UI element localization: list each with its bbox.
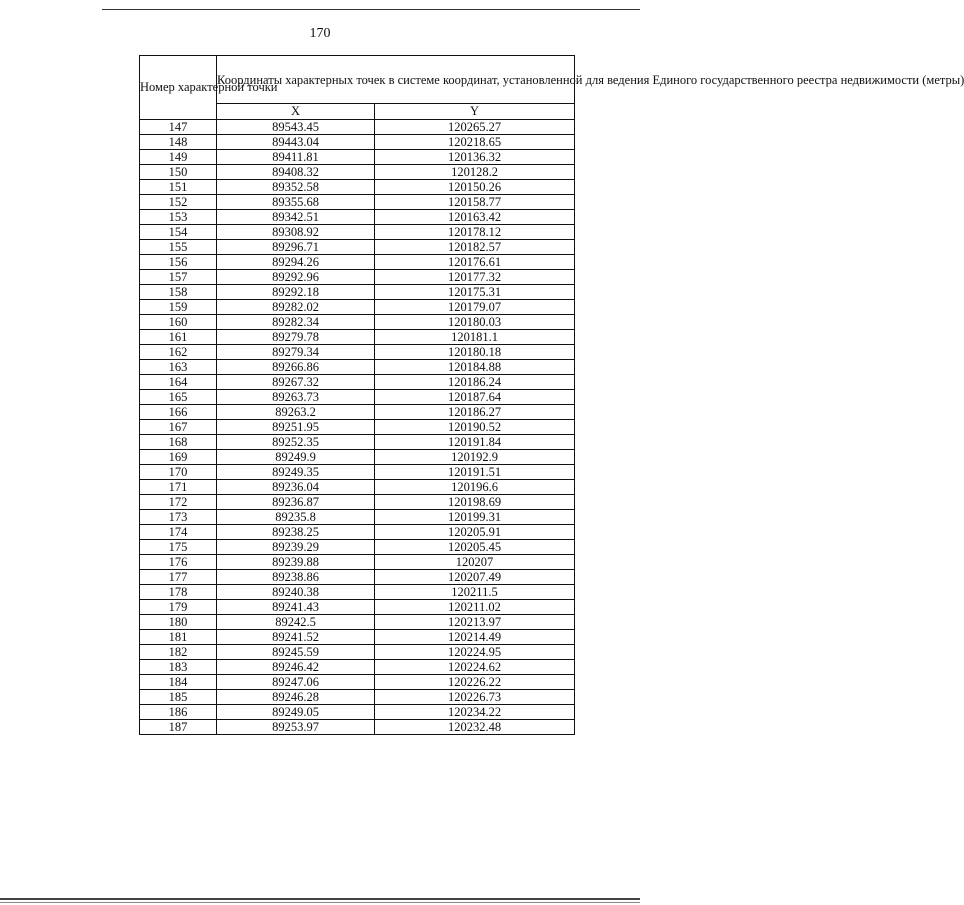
table-row [140,360,575,375]
point-number-cell: 180 [140,615,217,630]
x-coordinate-cell: 89279.78 [217,330,375,345]
x-coordinate-cell: 89236.04 [217,480,375,495]
point-number-cell: 185 [140,690,217,705]
table-row [140,420,575,435]
y-coordinate-cell: 120198.69 [375,495,575,510]
table-row [140,585,575,600]
table-row [140,375,575,390]
point-number-cell: 157 [140,270,217,285]
x-coordinate-cell: 89235.8 [217,510,375,525]
point-number-cell: 173 [140,510,217,525]
bottom-rule-secondary [0,902,640,903]
table-row [140,675,575,690]
x-coordinate-cell: 89443.04 [217,135,375,150]
y-coordinate-cell: 120186.24 [375,375,575,390]
y-coordinate-cell: 120199.31 [375,510,575,525]
point-number-cell: 149 [140,150,217,165]
x-coordinate-cell: 89241.43 [217,600,375,615]
table-row [140,615,575,630]
x-coordinate-cell: 89266.86 [217,360,375,375]
point-number-cell: 155 [140,240,217,255]
table-row [140,705,575,720]
y-coordinate-cell: 120187.64 [375,390,575,405]
x-coordinate-cell: 89296.71 [217,240,375,255]
table-row [140,525,575,540]
x-coordinate-cell: 89543.45 [217,120,375,135]
x-coordinate-cell: 89238.86 [217,570,375,585]
table-row [140,450,575,465]
point-number-cell: 176 [140,555,217,570]
point-number-cell: 158 [140,285,217,300]
point-number-cell: 159 [140,300,217,315]
x-coordinate-cell: 89282.02 [217,300,375,315]
table-row [140,270,575,285]
table-row [140,225,575,240]
point-number-cell: 160 [140,315,217,330]
table-row [140,600,575,615]
y-coordinate-cell: 120191.51 [375,465,575,480]
y-coordinate-cell: 120192.9 [375,450,575,465]
table-row [140,255,575,270]
x-coordinate-cell: 89308.92 [217,225,375,240]
y-coordinate-cell: 120226.22 [375,675,575,690]
table-row [140,540,575,555]
point-number-cell: 165 [140,390,217,405]
table-row [140,690,575,705]
point-number-cell: 174 [140,525,217,540]
point-number-cell: 186 [140,705,217,720]
y-coordinate-cell: 120186.27 [375,405,575,420]
y-coordinate-cell: 120224.95 [375,645,575,660]
x-coordinate-cell: 89246.28 [217,690,375,705]
x-coordinate-cell: 89249.35 [217,465,375,480]
table-row [140,435,575,450]
point-number-cell: 169 [140,450,217,465]
point-number-cell: 181 [140,630,217,645]
table-row [140,720,575,735]
y-coordinate-cell: 120191.84 [375,435,575,450]
x-coordinate-cell: 89292.18 [217,285,375,300]
y-coordinate-cell: 120179.07 [375,300,575,315]
table-row [140,210,575,225]
x-coordinate-cell: 89253.97 [217,720,375,735]
point-number-cell: 152 [140,195,217,210]
y-coordinate-cell: 120207 [375,555,575,570]
y-coordinate-cell: 120150.26 [375,180,575,195]
y-coordinate-cell: 120182.57 [375,240,575,255]
y-coordinate-cell: 120224.62 [375,660,575,675]
x-coordinate-cell: 89238.25 [217,525,375,540]
point-number-cell: 171 [140,480,217,495]
table-row [140,240,575,255]
y-coordinate-cell: 120205.91 [375,525,575,540]
table-row [140,495,575,510]
table-row [140,180,575,195]
page-number: 170 [309,26,331,41]
table-row [140,480,575,495]
y-coordinate-cell: 120178.12 [375,225,575,240]
table-row [140,135,575,150]
y-coordinate-cell: 120175.31 [375,285,575,300]
y-coordinate-cell: 120214.49 [375,630,575,645]
table-row [140,315,575,330]
point-number-cell: 162 [140,345,217,360]
y-coordinate-cell: 120218.65 [375,135,575,150]
table-body [140,120,575,735]
y-coordinate-cell: 120190.52 [375,420,575,435]
table-row [140,330,575,345]
point-number-cell: 150 [140,165,217,180]
y-coordinate-cell: 120158.77 [375,195,575,210]
x-coordinate-cell: 89294.26 [217,255,375,270]
point-number-cell: 156 [140,255,217,270]
point-number-cell: 166 [140,405,217,420]
header-coordinates: Координаты характерных точек в системе координат, установленной для ведения Единого государственного реестра недвижимости (метры) [217,56,575,104]
point-number-cell: 153 [140,210,217,225]
y-coordinate-cell: 120234.22 [375,705,575,720]
point-number-cell: 154 [140,225,217,240]
header-x: X [217,104,375,120]
y-coordinate-cell: 120163.42 [375,210,575,225]
table-row [140,120,575,135]
x-coordinate-cell: 89245.59 [217,645,375,660]
y-coordinate-cell: 120184.88 [375,360,575,375]
y-coordinate-cell: 120232.48 [375,720,575,735]
x-coordinate-cell: 89292.96 [217,270,375,285]
top-rule [102,9,640,10]
x-coordinate-cell: 89251.95 [217,420,375,435]
point-number-cell: 179 [140,600,217,615]
point-number-cell: 182 [140,645,217,660]
y-coordinate-cell: 120207.49 [375,570,575,585]
x-coordinate-cell: 89282.34 [217,315,375,330]
table-row [140,510,575,525]
y-coordinate-cell: 120180.18 [375,345,575,360]
table-row [140,285,575,300]
y-coordinate-cell: 120196.6 [375,480,575,495]
point-number-cell: 170 [140,465,217,480]
point-number-cell: 163 [140,360,217,375]
x-coordinate-cell: 89355.68 [217,195,375,210]
x-coordinate-cell: 89408.32 [217,165,375,180]
x-coordinate-cell: 89279.34 [217,345,375,360]
point-number-cell: 167 [140,420,217,435]
bottom-rule [0,898,640,900]
x-coordinate-cell: 89246.42 [217,660,375,675]
y-coordinate-cell: 120211.02 [375,600,575,615]
x-coordinate-cell: 89252.35 [217,435,375,450]
point-number-cell: 172 [140,495,217,510]
x-coordinate-cell: 89239.88 [217,555,375,570]
table-row [140,630,575,645]
x-coordinate-cell: 89239.29 [217,540,375,555]
point-number-cell: 177 [140,570,217,585]
x-coordinate-cell: 89249.05 [217,705,375,720]
table-row [140,465,575,480]
x-coordinate-cell: 89236.87 [217,495,375,510]
y-coordinate-cell: 120176.61 [375,255,575,270]
y-coordinate-cell: 120226.73 [375,690,575,705]
x-coordinate-cell: 89240.38 [217,585,375,600]
table-row [140,555,575,570]
y-coordinate-cell: 120136.32 [375,150,575,165]
x-coordinate-cell: 89352.58 [217,180,375,195]
y-coordinate-cell: 120211.5 [375,585,575,600]
coordinates-table [139,55,964,735]
y-coordinate-cell: 120265.27 [375,120,575,135]
x-coordinate-cell: 89263.73 [217,390,375,405]
table-row [140,405,575,420]
point-number-cell: 178 [140,585,217,600]
table-row [140,570,575,585]
table-row [140,165,575,180]
x-coordinate-cell: 89263.2 [217,405,375,420]
table-row [140,645,575,660]
point-number-cell: 151 [140,180,217,195]
y-coordinate-cell: 120128.2 [375,165,575,180]
y-coordinate-cell: 120177.32 [375,270,575,285]
y-coordinate-cell: 120213.97 [375,615,575,630]
table-row [140,300,575,315]
point-number-cell: 148 [140,135,217,150]
x-coordinate-cell: 89411.81 [217,150,375,165]
table-row [140,660,575,675]
y-coordinate-cell: 120205.45 [375,540,575,555]
table-row [140,150,575,165]
table-row [140,390,575,405]
point-number-cell: 147 [140,120,217,135]
x-coordinate-cell: 89267.32 [217,375,375,390]
point-number-cell: 184 [140,675,217,690]
x-coordinate-cell: 89342.51 [217,210,375,225]
point-number-cell: 183 [140,660,217,675]
point-number-cell: 175 [140,540,217,555]
point-number-cell: 164 [140,375,217,390]
table-row [140,345,575,360]
x-coordinate-cell: 89242.5 [217,615,375,630]
x-coordinate-cell: 89249.9 [217,450,375,465]
point-number-cell: 187 [140,720,217,735]
x-coordinate-cell: 89241.52 [217,630,375,645]
header-y: Y [375,104,575,120]
point-number-cell: 161 [140,330,217,345]
y-coordinate-cell: 120180.03 [375,315,575,330]
y-coordinate-cell: 120181.1 [375,330,575,345]
point-number-cell: 168 [140,435,217,450]
x-coordinate-cell: 89247.06 [217,675,375,690]
table-row [140,195,575,210]
header-point-number: Номер характерной точки [140,56,217,120]
